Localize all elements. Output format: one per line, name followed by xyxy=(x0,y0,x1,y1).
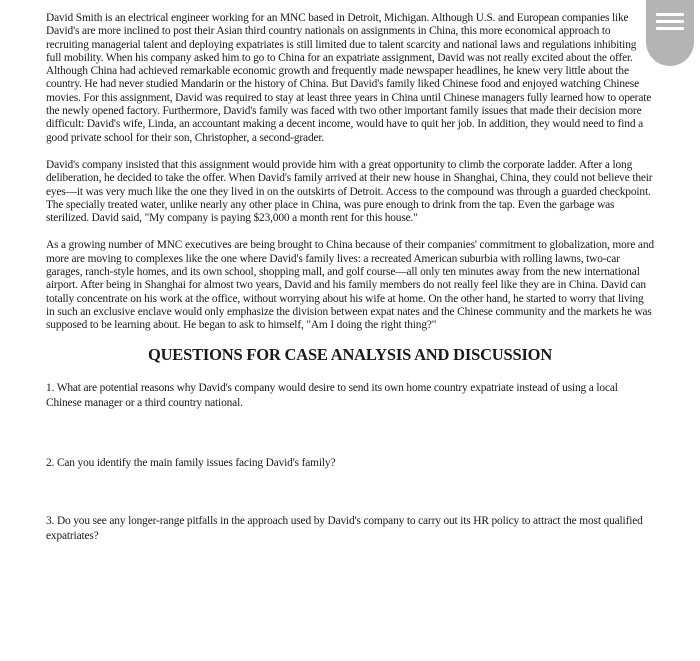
case-paragraph-3: As a growing number of MNC executives are being brought to China because of their companies' commitment to globalization, more and more are moving to complexes like the one where David's family lives: a recreated American suburbia with rolling lawns, two-car garages, ranch-style homes, and its own school, shopping mall, and golf course—all only ten minutes away from the new international airport. After being in Shanghai for almost two years, David and his family members do not really feel like they are in China. David can totally concentrate on his work at the office, without worrying about his wife at home. On the other hand, he started to worry that living in such an exclusive enclave would only emphasize the division between expat nates and the Chinese community and the markets he was supposed to be learning about. He began to ask to himself, "Am I doing the right thing?" xyxy=(46,239,654,332)
question-1: 1. What are potential reasons why David's company would desire to send its own home country expatriate instead of using a local Chinese manager or a third country national. xyxy=(46,381,618,409)
hamburger-menu-icon xyxy=(656,13,684,16)
document-page xyxy=(46,12,654,544)
question-3: 3. Do you see any longer-range pitfalls in the approach used by David's company to carry out its HR policy to attract the most qualified expatriates? xyxy=(46,514,643,542)
case-paragraph-1: David Smith is an electrical engineer working for an MNC based in Detroit, Michigan. Although U.S. and European companies like David's are more inclined to post their Asian third country nationals on assignments in China, this more economical approach to recruiting managerial talent and deploying expatriates is still limited due to talent scarcity and national laws and regulations inhibiting full mobility. When his company asked him to go to China for an expatriate assignment, David was not really excited about the offer. Although China had achieved remarkable economic growth and frequently made newspaper headlines, he knew very little about the country. He had never studied Mandarin or the history of China. But David's family liked Chinese food and enjoyed watching Chinese movies. For this assignment, David was required to stay at least three years in China until Chinese managers fully learned how to operate the newly opened factory. Furthermore, David's family was faced with two other important family issues that made their decision more difficult: David's wife, Linda, an accountant making a decent income, would have to quit her job. In addition, they would need to find a good private school for their son, Christopher, a second-grader. xyxy=(46,12,652,144)
menu-button[interactable] xyxy=(646,0,694,66)
question-2: 2. Can you identify the main family issues facing David's family? xyxy=(46,456,336,469)
hamburger-menu-icon-bar-3 xyxy=(656,27,684,30)
case-paragraph-2: David's company insisted that this assignment would provide him with a great opportunity to climb the corporate ladder. After a long deliberation, he decided to take the offer. When David's family arrived at their new house in Shanghai, China, they could not believe their eyes—it was very much like the one they lived in on the outskirts of Detroit. Access to the compound was through a guarded checkpoint. The specially treated water, unlike nearly any other place in China, was pure enough to drink from the tap. Even the garbage was sterilized. David said, "My company is paying $23,000 a month rent for this house." xyxy=(46,158,653,225)
questions-heading: QUESTIONS FOR CASE ANALYSIS AND DISCUSSION xyxy=(147,344,553,364)
hamburger-menu-icon-bar-2 xyxy=(656,20,684,23)
